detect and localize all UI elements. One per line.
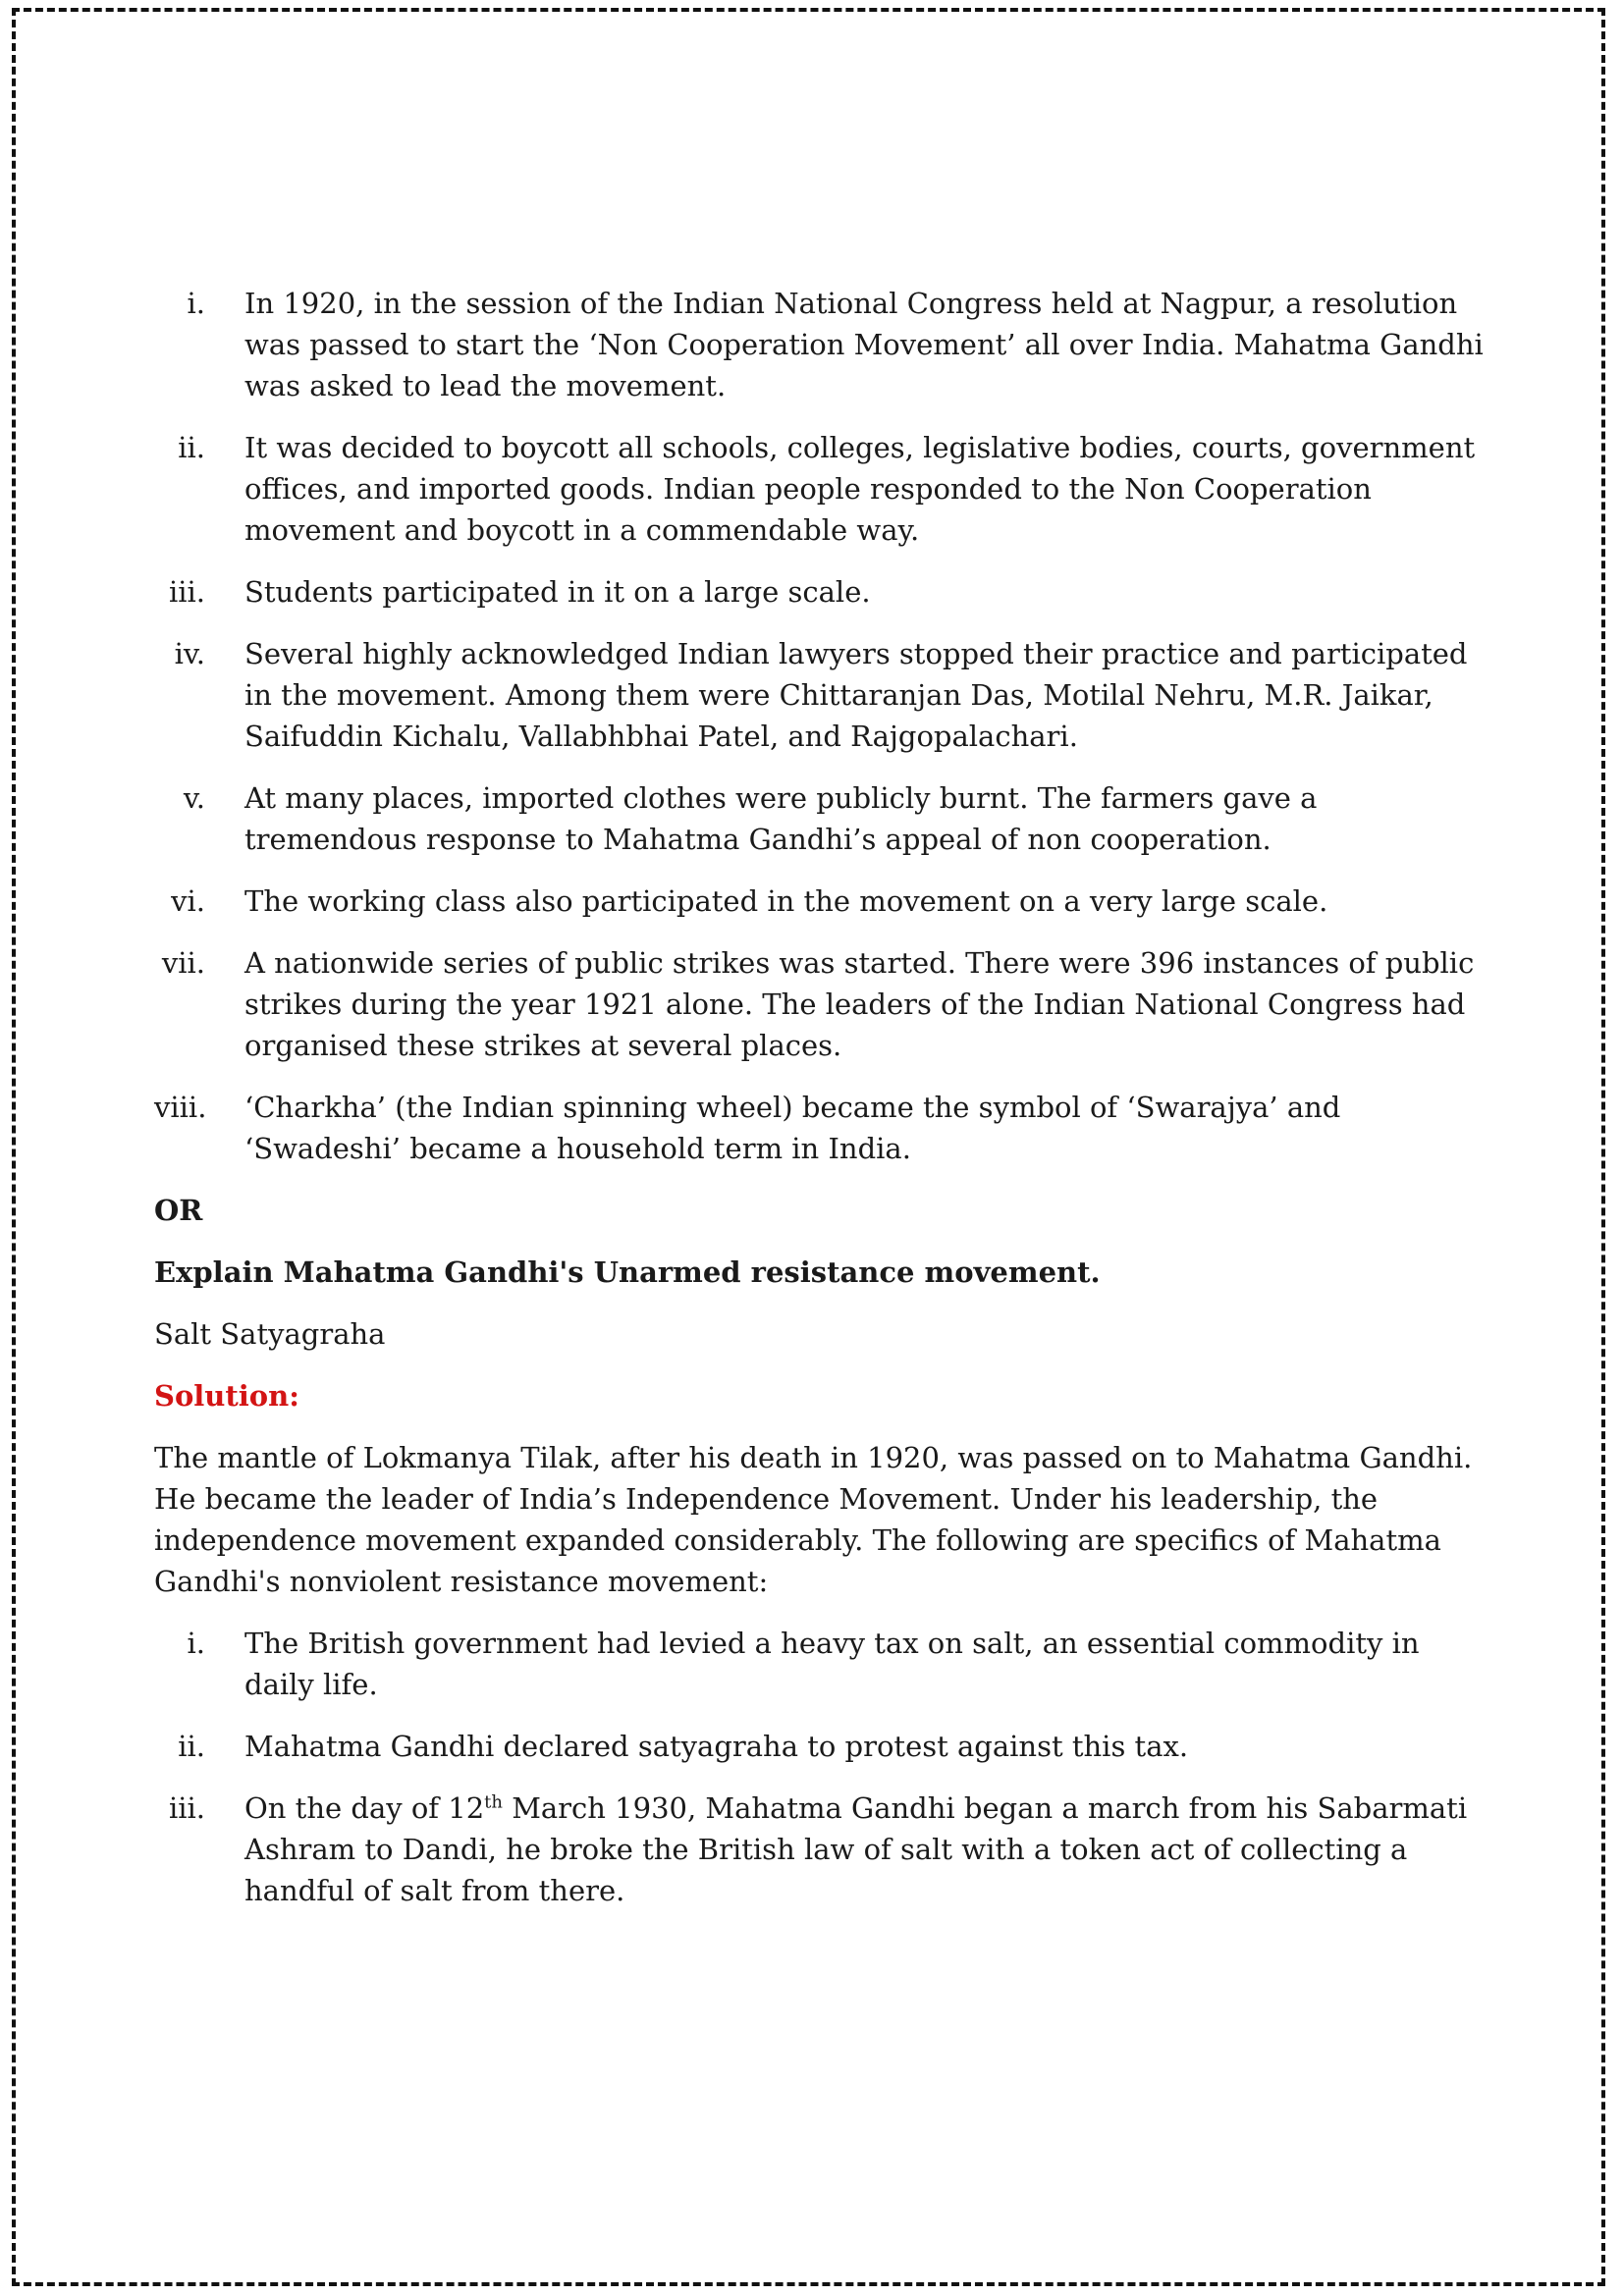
item-text: It was decided to boycott all schools, colleges, legislative bodies, courts, government offices, and imported goods. Indian people responded to the Non Cooperation movement and boycott in a commendable way. xyxy=(244,431,1476,547)
item-number: iii. xyxy=(168,575,205,609)
question-heading: Explain Mahatma Gandhi's Unarmed resistance movement. xyxy=(154,1255,1101,1289)
item-text-start: On the day of 12 xyxy=(244,1791,485,1825)
topic-label: Salt Satyagraha xyxy=(154,1317,386,1351)
item-number: iv. xyxy=(174,637,205,670)
item-text-end: March 1930, Mahatma Gandhi began a march from his Sabarmati Ashram to Dandi, he broke the British law of salt with a token act of collecting a handful of salt from there. xyxy=(244,1791,1468,1907)
list-item xyxy=(154,1788,1489,1911)
item-text: The working class also participated in the movement on a very large scale. xyxy=(244,884,1328,918)
list-item xyxy=(154,571,1489,613)
item-text: A nationwide series of public strikes was started. There were 396 instances of public strikes during the year 1921 alone. The leaders of the Indian National Congress had organised these strikes at several places. xyxy=(244,946,1475,1062)
non-cooperation-list xyxy=(154,283,1489,1169)
intro-paragraph: The mantle of Lokmanya Tilak, after his death in 1920, was passed on to Mahatma Gandhi. He became the leader of India’s Independence Movement. Under his leadership, the independence movement expanded considerably. The following are specifics of Mahatma Gandhi's nonviolent resistance movement: xyxy=(154,1441,1473,1598)
item-number: vi. xyxy=(171,884,205,918)
list-item xyxy=(154,777,1489,860)
list-item xyxy=(154,427,1489,551)
item-number: vii. xyxy=(161,946,205,980)
item-text: Several highly acknowledged Indian lawyers stopped their practice and participated in the movement. Among them were Chittaranjan Das, Motilal Nehru, M.R. Jaikar, Saifuddin Kichalu, Vallabhbhai Patel, and Rajgopalachari. xyxy=(244,637,1468,753)
solution-label: Solution: xyxy=(154,1379,299,1413)
item-text: At many places, imported clothes were publicly burnt. The farmers gave a tremendous response to Mahatma Gandhi’s appeal of non cooperation. xyxy=(244,781,1318,856)
item-number: i. xyxy=(187,1627,205,1660)
item-text: Students participated in it on a large scale. xyxy=(244,575,871,609)
item-number: ii. xyxy=(178,1730,205,1763)
item-number: viii. xyxy=(154,1091,207,1124)
item-number: i. xyxy=(187,287,205,320)
item-number: iii. xyxy=(168,1791,205,1825)
list-item xyxy=(154,633,1489,757)
item-number: v. xyxy=(183,781,205,815)
list-item xyxy=(154,942,1489,1066)
list-item xyxy=(154,1726,1489,1767)
list-item xyxy=(154,1087,1489,1169)
list-item xyxy=(154,1623,1489,1705)
document-body xyxy=(154,283,1489,1932)
list-item xyxy=(154,881,1489,922)
or-separator: OR xyxy=(154,1194,203,1227)
ordinal-superscript: th xyxy=(484,1791,503,1813)
list-item xyxy=(154,283,1489,406)
item-text xyxy=(244,1788,1489,1911)
salt-satyagraha-list xyxy=(154,1623,1489,1911)
item-text: The British government had levied a heavy tax on salt, an essential commodity in daily life. xyxy=(244,1627,1420,1701)
item-number: ii. xyxy=(178,431,205,464)
item-text: In 1920, in the session of the Indian National Congress held at Nagpur, a resolution was passed to start the ‘Non Cooperation Movement’ all over India. Mahatma Gandhi was asked to lead the movement. xyxy=(244,287,1484,402)
item-text: Mahatma Gandhi declared satyagraha to protest against this tax. xyxy=(244,1730,1189,1763)
item-text: ‘Charkha’ (the Indian spinning wheel) became the symbol of ‘Swarajya’ and ‘Swadeshi’ became a household term in India. xyxy=(244,1091,1341,1165)
